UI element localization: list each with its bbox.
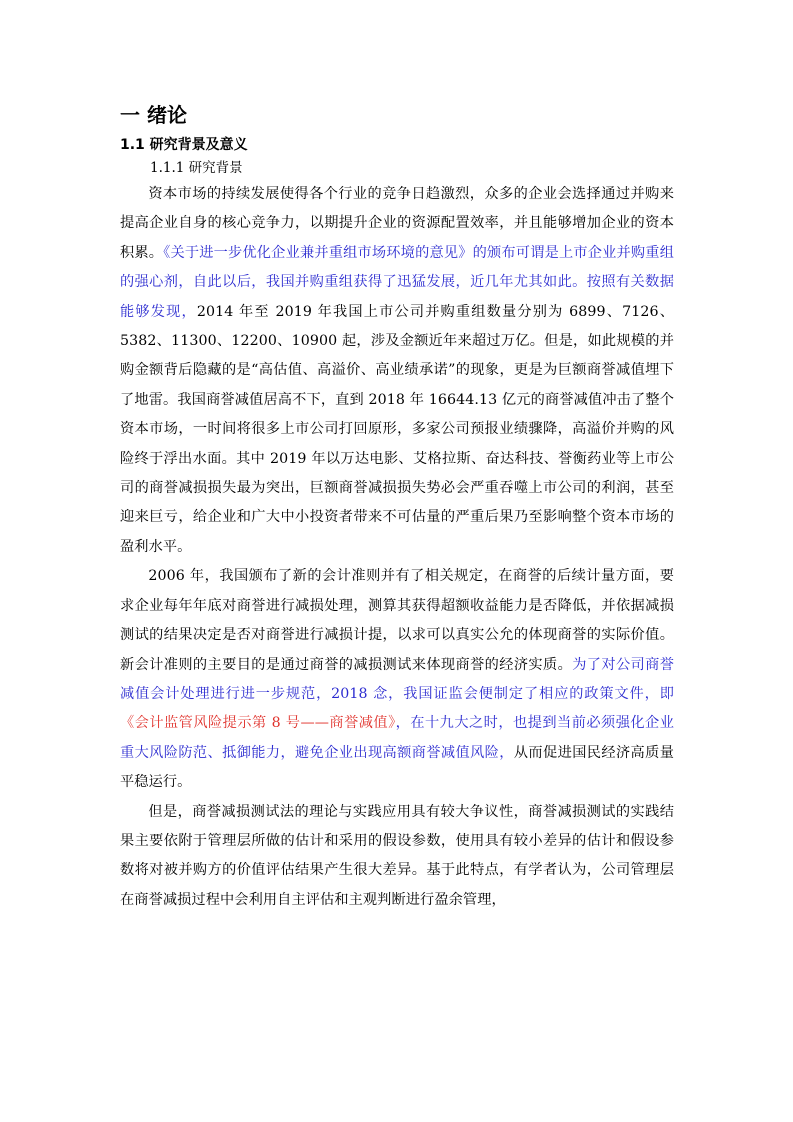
paragraph-2-text-a: 2006 年，我国颁布了新的会计准则并有了相关规定，在商誉的后续计量方面，要求企业每年年底对商誉进行减损处理，测算其获得超额收益能力是否降低，并依据减损测试的结果决定是否对商誉进行减损计提，以求可以真实公允的体现商誉的实际价值。新会计准则的主要目的是通过商誉的减损测试来体现商誉的经济实质。 [120, 568, 674, 673]
paragraph-2-highlight-blue-b: ，在十九大之时，也提到当前必须强化企业重大风险防范、抵御能力，避免企业出现高额商誉减值风险， [120, 715, 674, 761]
document-body [120, 100, 674, 915]
subsection-heading: 1.1.1 研究背景 [150, 160, 243, 176]
chapter-heading: 一 绪论 [120, 103, 187, 127]
paragraph-2 [120, 562, 674, 797]
section-heading: 1.1 研究背景及意义 [120, 137, 248, 153]
paragraph-2-text-b: 从而促进国民经济高质量平稳运行。 [120, 744, 674, 791]
paragraph-2-highlight-blue-a: 为了对公司商誉减值会计处理进行进一步规范，2018 念，我国证监会便制定了相应的政策文件，即 [120, 656, 674, 702]
paragraph-2-highlight-red: 《会计监管风险提示第 8 号——商誉减值》 [120, 715, 396, 732]
paragraph-3-text: 但是，商誉减损测试法的理论与实践应用具有较大争议性，商誉减损测试的实践结果主要依附于管理层所做的估计和采用的假设参数，使用具有较小差异的估计和假设参数将对被并购方的价值评估结果产生很大差异。基于此特点，有学者认为，公司管理层在商誉减损过程中会利用自主评估和主观判断进行盈余管理， [120, 803, 674, 908]
paragraph-3 [120, 798, 674, 916]
paragraph-1-text-b: 2014 年至 2019 年我国上市公司并购重组数量分别为 6899、7126、5382、11300、12200、10900 起，涉及金额近年来超过万亿。但是，如此规模的并购金额背后隐藏的是“高估值、高溢价、高业绩承诺”的现象，更是为巨额商誉减值埋下了地雷。我国商誉减值居高不下，直到 2018 年 16644.13 亿元的商誉减值冲击了整个资本市场，一时间将很多上市公司打回原形，多家公司预报业绩骤降，高溢价并购的风险终于浮出水面。其中 2019 年以万达电影、艾格拉斯、奋达科技、誉衡药业等上市公司的商誉减损损失最为突出，巨额商誉减损损失势必会严重吞噬上市公司的利润，甚至迎来巨亏，给企业和广大中小投资者带来不可估量的严重后果乃至影响整个资本市场的盈利水平。 [120, 303, 674, 555]
paragraph-1 [120, 180, 674, 562]
paragraph-1-text-a: 资本市场的持续发展使得各个行业的竞争日趋激烈，众多的企业会选择通过并购来提高企业自身的核心竞争力，以期提升企业的资源配置效率，并且能够增加企业的资本积累。 [120, 186, 674, 261]
paragraph-1-highlight-blue: 《关于进一步优化企业兼并重组市场环境的意见》的颁布可谓是上市企业并购重组的强心剂，自此以后，我国并购重组获得了迅猛发展，近几年尤其如此。按照有关数据能够发现， [120, 244, 674, 320]
